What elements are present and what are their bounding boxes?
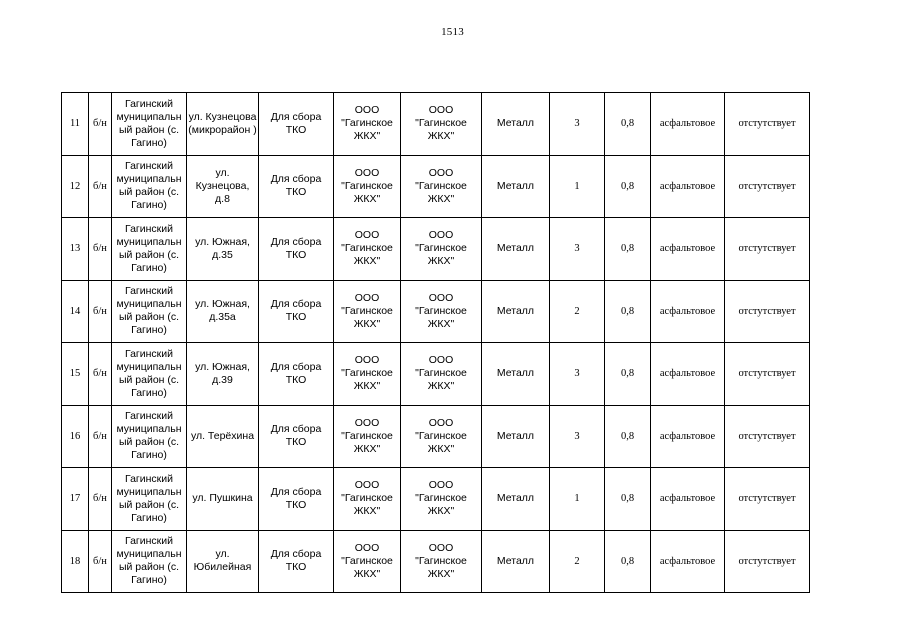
cell-municipal-area: Гагинский муниципальн ый район (с. Гагино) bbox=[112, 530, 187, 593]
cell-owner: ООО "Гагинское ЖКХ" bbox=[334, 343, 401, 406]
table-row bbox=[62, 155, 810, 218]
cell-purpose: Для сбора ТКО bbox=[259, 218, 334, 281]
table-row bbox=[62, 468, 810, 531]
waste-site-registry-table bbox=[61, 92, 810, 593]
cell-operator: ООО "Гагинское ЖКХ" bbox=[401, 530, 482, 593]
cell-container-volume: 0,8 bbox=[605, 468, 651, 531]
cell-fence: отстутствует bbox=[725, 530, 810, 593]
cell-owner: ООО "Гагинское ЖКХ" bbox=[334, 155, 401, 218]
cell-operator: ООО "Гагинское ЖКХ" bbox=[401, 218, 482, 281]
cell-operator: ООО "Гагинское ЖКХ" bbox=[401, 280, 482, 343]
cell-fence: отстутствует bbox=[725, 468, 810, 531]
cell-address: ул. Терёхина bbox=[187, 405, 259, 468]
cell-purpose: Для сбора ТКО bbox=[259, 405, 334, 468]
cell-container-material: Металл bbox=[482, 155, 550, 218]
cell-owner: ООО "Гагинское ЖКХ" bbox=[334, 280, 401, 343]
cell-container-material: Металл bbox=[482, 468, 550, 531]
cell-address: ул. Южная, д.35 bbox=[187, 218, 259, 281]
cell-row-number: 17 bbox=[62, 468, 89, 531]
table-row bbox=[62, 218, 810, 281]
table-row bbox=[62, 530, 810, 593]
cell-container-volume: 0,8 bbox=[605, 93, 651, 156]
cell-purpose: Для сбора ТКО bbox=[259, 280, 334, 343]
table-row bbox=[62, 280, 810, 343]
cell-container-count: 3 bbox=[550, 218, 605, 281]
cell-purpose: Для сбора ТКО bbox=[259, 468, 334, 531]
cell-operator: ООО "Гагинское ЖКХ" bbox=[401, 468, 482, 531]
cell-container-volume: 0,8 bbox=[605, 218, 651, 281]
cell-operator: ООО "Гагинское ЖКХ" bbox=[401, 343, 482, 406]
cell-container-count: 3 bbox=[550, 343, 605, 406]
cell-container-material: Металл bbox=[482, 530, 550, 593]
cell-municipal-area: Гагинский муниципальн ый район (с. Гагино) bbox=[112, 218, 187, 281]
cell-registry-number: б/н bbox=[89, 155, 112, 218]
cell-container-count: 3 bbox=[550, 405, 605, 468]
cell-row-number: 15 bbox=[62, 343, 89, 406]
cell-surface-type: асфальтовое bbox=[651, 468, 725, 531]
cell-address: ул. Пушкина bbox=[187, 468, 259, 531]
cell-container-material: Металл bbox=[482, 218, 550, 281]
cell-container-count: 1 bbox=[550, 468, 605, 531]
cell-container-count: 2 bbox=[550, 530, 605, 593]
cell-container-volume: 0,8 bbox=[605, 343, 651, 406]
table-body bbox=[62, 93, 810, 593]
cell-surface-type: асфальтовое bbox=[651, 343, 725, 406]
cell-row-number: 14 bbox=[62, 280, 89, 343]
cell-registry-number: б/н bbox=[89, 280, 112, 343]
cell-registry-number: б/н bbox=[89, 468, 112, 531]
cell-container-volume: 0,8 bbox=[605, 280, 651, 343]
cell-container-count: 1 bbox=[550, 155, 605, 218]
cell-municipal-area: Гагинский муниципальн ый район (с. Гагино) bbox=[112, 468, 187, 531]
cell-row-number: 16 bbox=[62, 405, 89, 468]
cell-surface-type: асфальтовое bbox=[651, 530, 725, 593]
cell-municipal-area: Гагинский муниципальн ый район (с. Гагино) bbox=[112, 280, 187, 343]
cell-registry-number: б/н bbox=[89, 530, 112, 593]
cell-purpose: Для сбора ТКО bbox=[259, 530, 334, 593]
cell-municipal-area: Гагинский муниципальн ый район (с. Гагино) bbox=[112, 343, 187, 406]
cell-fence: отстутствует bbox=[725, 343, 810, 406]
cell-registry-number: б/н bbox=[89, 218, 112, 281]
cell-container-count: 2 bbox=[550, 280, 605, 343]
cell-container-material: Металл bbox=[482, 93, 550, 156]
cell-container-material: Металл bbox=[482, 280, 550, 343]
cell-owner: ООО "Гагинское ЖКХ" bbox=[334, 93, 401, 156]
cell-fence: отстутствует bbox=[725, 155, 810, 218]
cell-address: ул. Кузнецова, д.8 bbox=[187, 155, 259, 218]
cell-address: ул. Южная, д.35а bbox=[187, 280, 259, 343]
cell-row-number: 18 bbox=[62, 530, 89, 593]
cell-container-volume: 0,8 bbox=[605, 155, 651, 218]
cell-row-number: 13 bbox=[62, 218, 89, 281]
cell-fence: отстутствует bbox=[725, 218, 810, 281]
cell-owner: ООО "Гагинское ЖКХ" bbox=[334, 468, 401, 531]
cell-purpose: Для сбора ТКО bbox=[259, 343, 334, 406]
cell-fence: отстутствует bbox=[725, 405, 810, 468]
cell-registry-number: б/н bbox=[89, 93, 112, 156]
cell-surface-type: асфальтовое bbox=[651, 405, 725, 468]
cell-registry-number: б/н bbox=[89, 343, 112, 406]
cell-address: ул. Юбилейная bbox=[187, 530, 259, 593]
cell-container-material: Металл bbox=[482, 343, 550, 406]
cell-container-material: Металл bbox=[482, 405, 550, 468]
cell-container-count: 3 bbox=[550, 93, 605, 156]
cell-purpose: Для сбора ТКО bbox=[259, 93, 334, 156]
cell-row-number: 11 bbox=[62, 93, 89, 156]
cell-container-volume: 0,8 bbox=[605, 530, 651, 593]
cell-municipal-area: Гагинский муниципальн ый район (с. Гагино) bbox=[112, 155, 187, 218]
cell-operator: ООО "Гагинское ЖКХ" bbox=[401, 405, 482, 468]
cell-surface-type: асфальтовое bbox=[651, 280, 725, 343]
cell-row-number: 12 bbox=[62, 155, 89, 218]
cell-owner: ООО "Гагинское ЖКХ" bbox=[334, 218, 401, 281]
cell-owner: ООО "Гагинское ЖКХ" bbox=[334, 405, 401, 468]
cell-registry-number: б/н bbox=[89, 405, 112, 468]
cell-surface-type: асфальтовое bbox=[651, 218, 725, 281]
cell-owner: ООО "Гагинское ЖКХ" bbox=[334, 530, 401, 593]
table-row bbox=[62, 343, 810, 406]
cell-municipal-area: Гагинский муниципальн ый район (с. Гагино) bbox=[112, 93, 187, 156]
cell-container-volume: 0,8 bbox=[605, 405, 651, 468]
cell-surface-type: асфальтовое bbox=[651, 155, 725, 218]
cell-address: ул. Южная, д.39 bbox=[187, 343, 259, 406]
page-number: 1513 bbox=[441, 26, 464, 38]
cell-operator: ООО "Гагинское ЖКХ" bbox=[401, 93, 482, 156]
cell-municipal-area: Гагинский муниципальн ый район (с. Гагино) bbox=[112, 405, 187, 468]
cell-address: ул. Кузнецова (микрорайон ) bbox=[187, 93, 259, 156]
cell-fence: отстутствует bbox=[725, 93, 810, 156]
cell-fence: отстутствует bbox=[725, 280, 810, 343]
cell-purpose: Для сбора ТКО bbox=[259, 155, 334, 218]
table-row bbox=[62, 93, 810, 156]
cell-surface-type: асфальтовое bbox=[651, 93, 725, 156]
cell-operator: ООО "Гагинское ЖКХ" bbox=[401, 155, 482, 218]
table-row bbox=[62, 405, 810, 468]
